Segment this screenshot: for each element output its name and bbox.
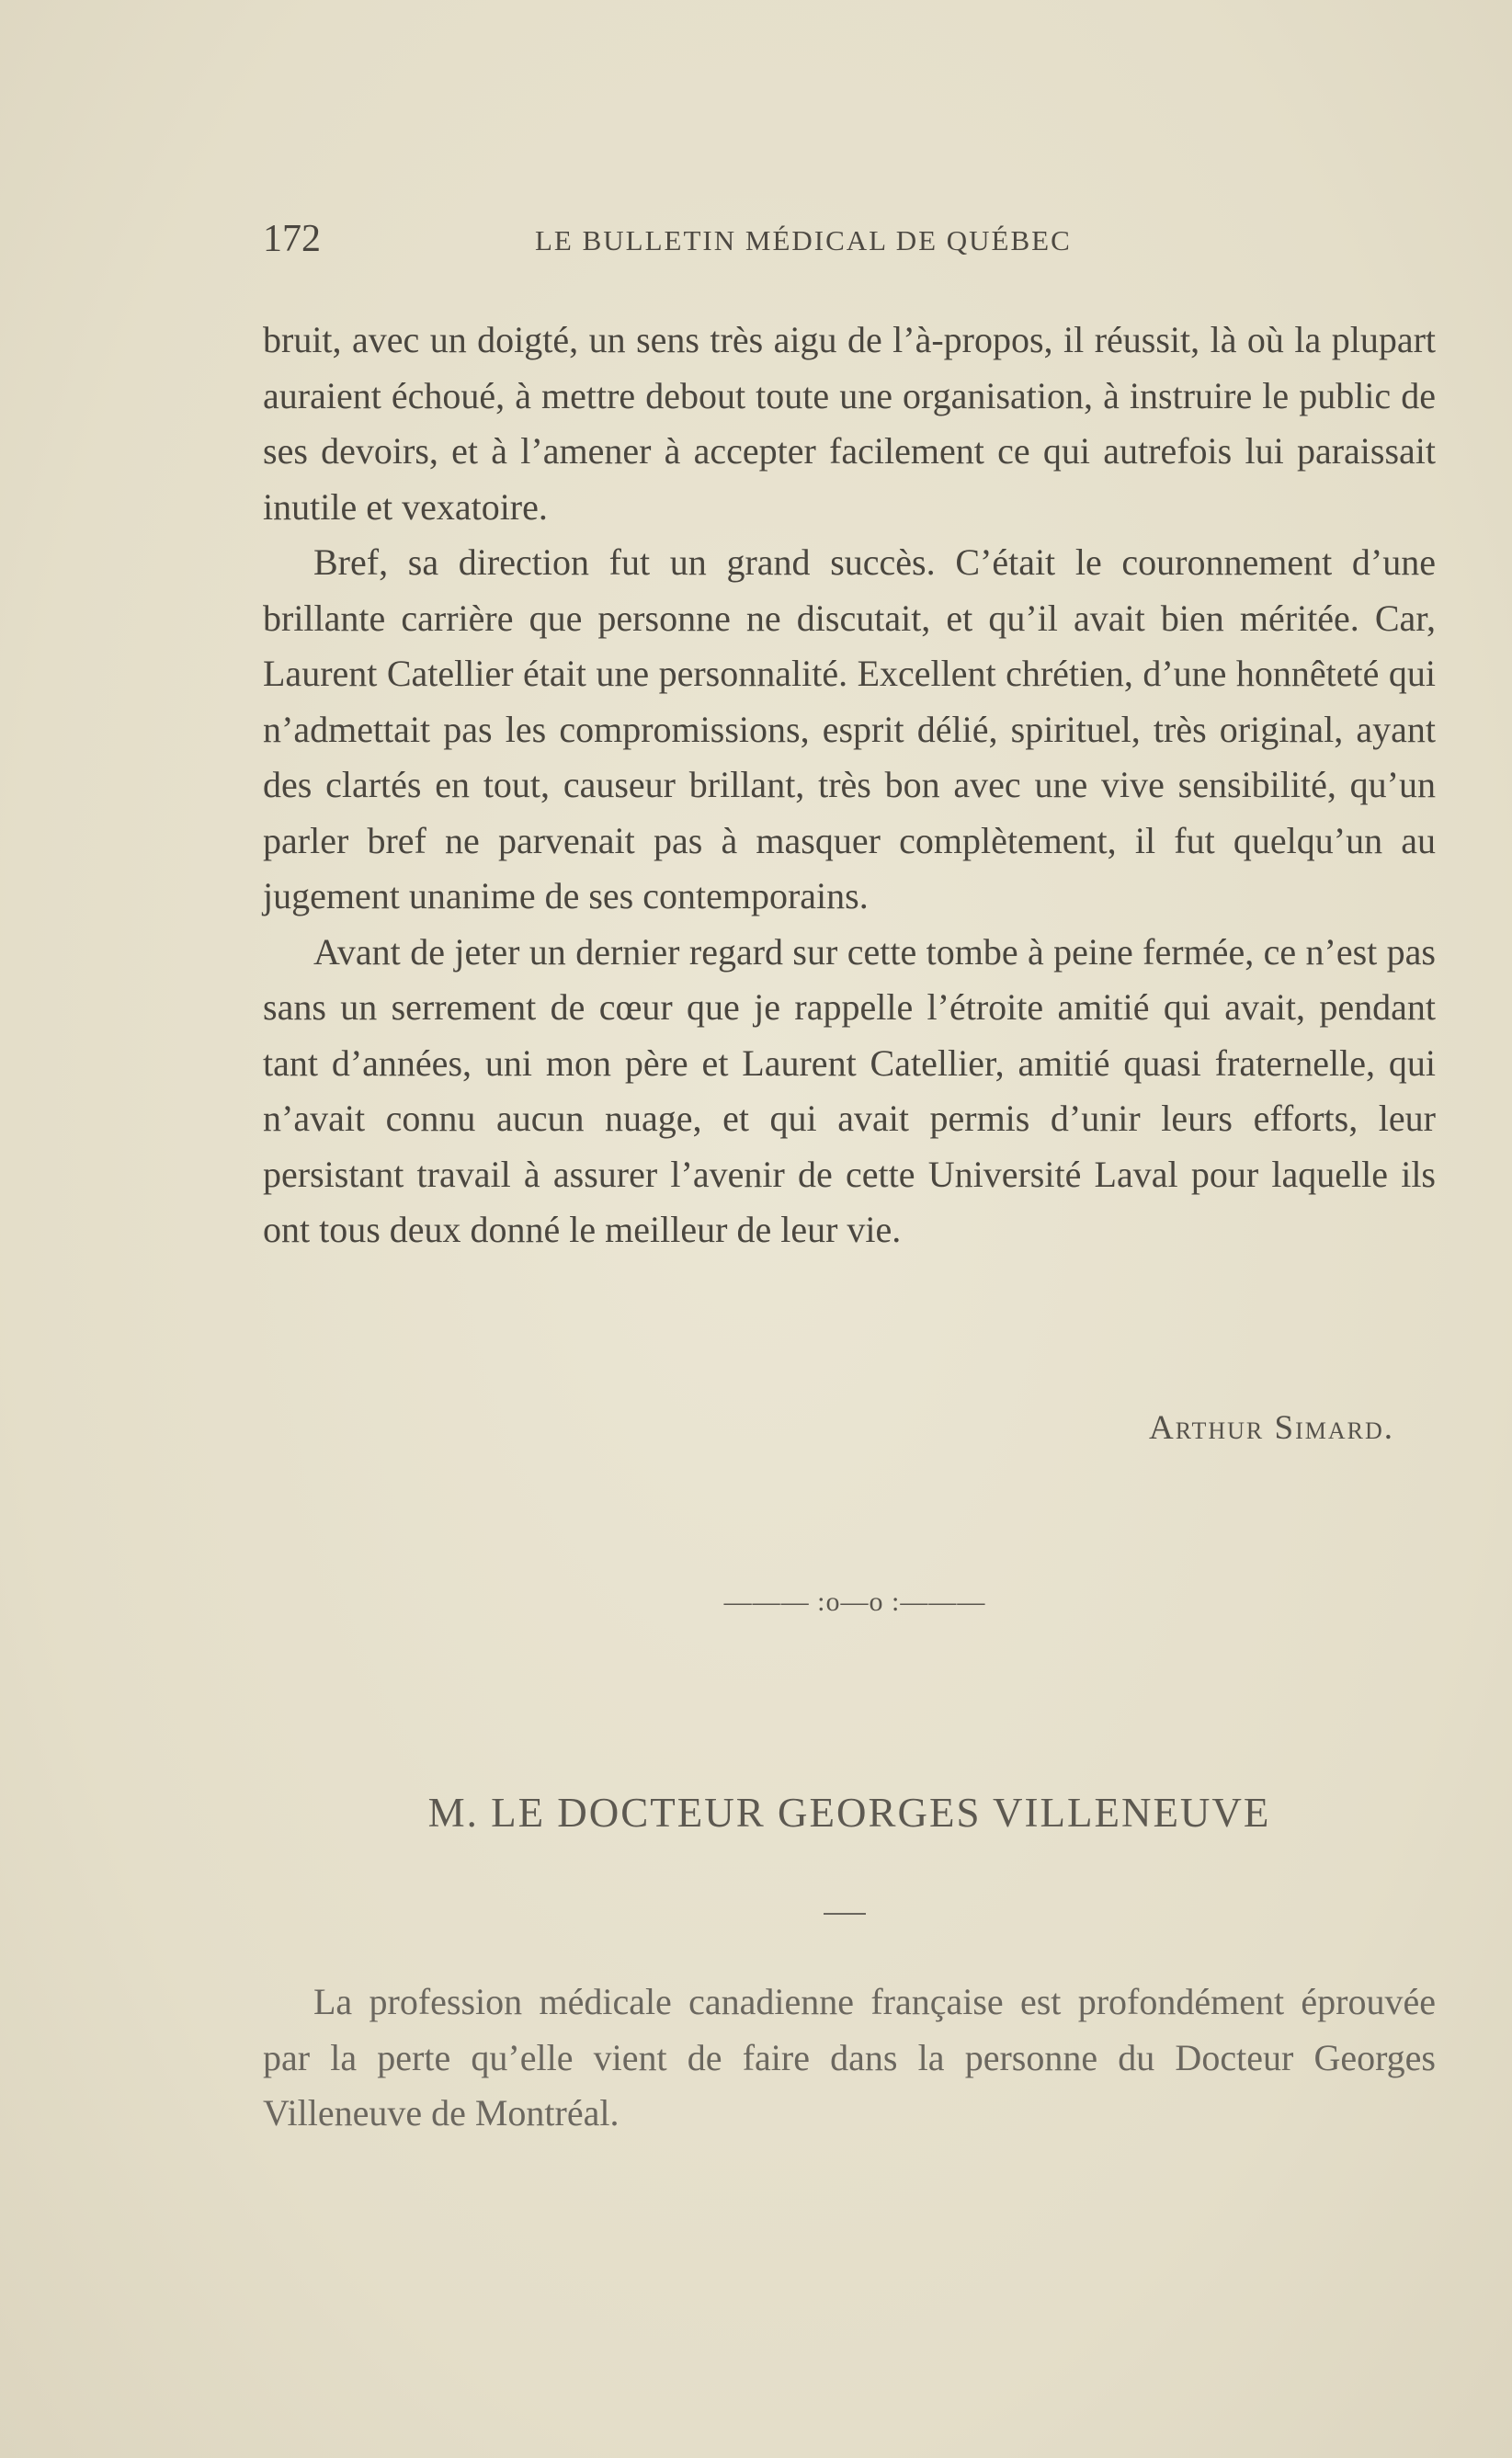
- paragraph: La profession médicale canadienne française est profondément éprouvée par la perte qu’elle vient de faire dans la personne du Docteur Georges Villeneuve de Montréal.: [263, 1981, 1436, 2134]
- article-body: [263, 313, 1436, 1258]
- author-signature: Arthur Simard.: [1148, 1409, 1394, 1447]
- title-divider: [824, 1913, 866, 1915]
- journal-title: LE BULLETIN MÉDICAL DE QUÉBEC: [535, 224, 1072, 256]
- paragraph: Avant de jeter un dernier regard sur cette tombe à peine fermée, ce n’est pas sans un serrement de cœur que je rappelle l’étroite amitié qui avait, pendant tant d’années, uni mon père et Laurent Catellier, amitié quasi fraternelle, qui n’avait connu aucun nuage, et qui avait permis d’unir leurs efforts, leur persistant travail à assurer l’avenir de cette Université Laval pour laquelle ils ont tous deux donné le meilleur de leur vie.: [263, 930, 1436, 1250]
- section-separator-ornament: ——— :o—o :———: [723, 1587, 986, 1617]
- section-title: M. LE DOCTEUR GEORGES VILLENEUVE: [427, 1790, 1271, 1836]
- next-article-body: [263, 1974, 1436, 2142]
- paragraph: bruit, avec un doigté, un sens très aigu de l’à-propos, il réussit, là où la plupart auraient échoué, à mettre debout toute une organisation, à instruire le public de ses devoirs, et à l’amener à accepter facilement ce qui autrefois lui paraissait inutile et vexatoire.: [263, 319, 1436, 528]
- page-number: 172: [263, 218, 321, 260]
- running-head: [263, 217, 1182, 263]
- paragraph: Bref, sa direction fut un grand succès. C’était le couronnement d’une brillante carrière que personne ne discutait, et qu’il avait bien méritée. Car, Laurent Catellier était une personnalité. Excellent chrétien, d’une honnêteté qui n’admettait pas les compromissions, esprit délié, spirituel, très original, ayant des clartés en tout, causeur brillant, très bon avec une vive sensibilité, qu’un parler bref ne parvenait pas à masquer complètement, il fut quelqu’un au jugement unanime de ses contemporains.: [263, 541, 1436, 916]
